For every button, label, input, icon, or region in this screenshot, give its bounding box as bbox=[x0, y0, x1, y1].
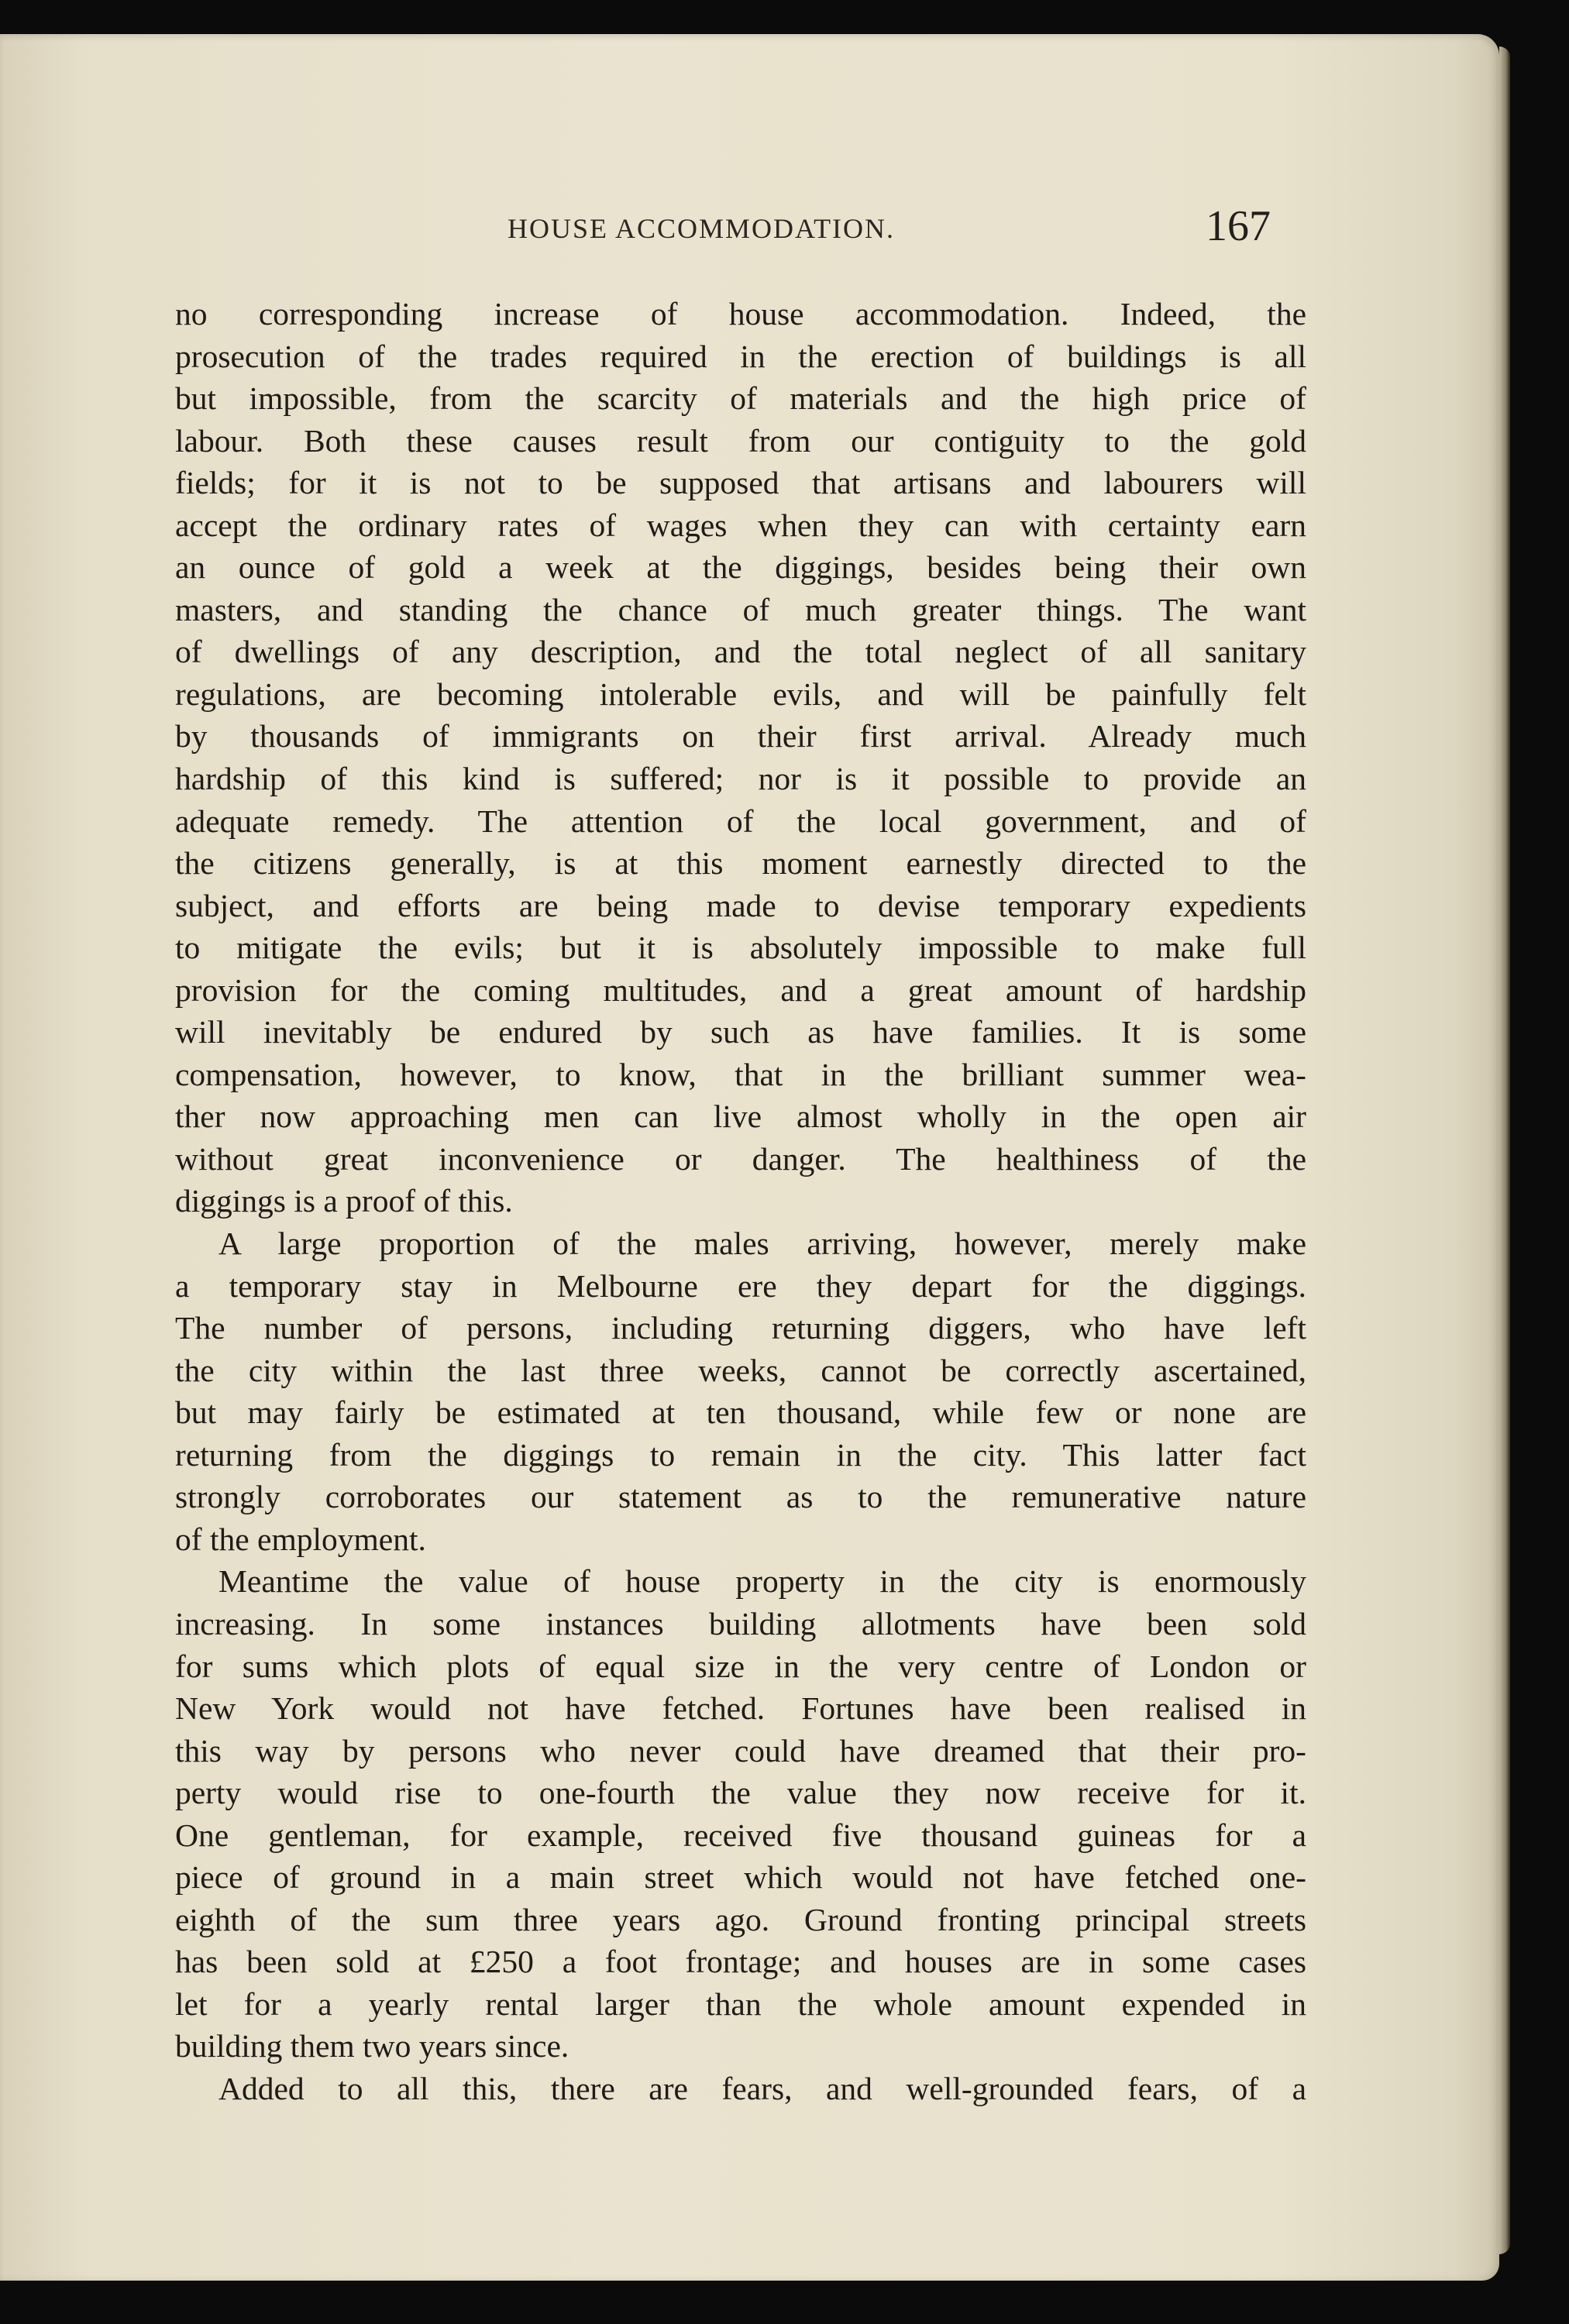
paragraph-end-line: building them two years since. bbox=[175, 2028, 569, 2064]
text-line: increasing. In some instances building allotments have been sold bbox=[175, 1605, 1306, 1642]
page-header bbox=[0, 170, 1499, 250]
text-line: prosecution of the trades required in the erection of buildings is all bbox=[175, 338, 1306, 374]
text-line: fields; for it is not to be supposed that artisans and labourers will bbox=[175, 465, 1306, 501]
text-line: adequate remedy. The attention of the local government, and of bbox=[175, 803, 1306, 839]
text-line: let for a yearly rental larger than the whole amount expended in bbox=[175, 1985, 1306, 2022]
page-edge bbox=[1499, 46, 1510, 2254]
text-line: has been sold at £250 a foot frontage; and houses are in some cases bbox=[175, 1944, 1306, 1980]
text-line: but may fairly be estimated at ten thousand, while few or none are bbox=[175, 1394, 1306, 1431]
text-line: eighth of the sum three years ago. Ground fronting principal streets bbox=[175, 1901, 1306, 1937]
text-line: masters, and standing the chance of much greater things. The want bbox=[175, 591, 1306, 627]
running-head: HOUSE ACCOMMODATION. bbox=[508, 213, 896, 244]
paragraph-end-line: diggings is a proof of this. bbox=[175, 1183, 513, 1219]
book-page bbox=[0, 34, 1499, 2281]
text-line: New York would not have fetched. Fortunes have been realised in bbox=[175, 1690, 1306, 1727]
text-line: for sums which plots of equal size in the very centre of London or bbox=[175, 1648, 1306, 1684]
text-line: the citizens generally, is at this moment earnestly directed to the bbox=[175, 845, 1306, 882]
text-line: accept the ordinary rates of wages when they can with certainty earn bbox=[175, 507, 1306, 543]
text-line: this way by persons who never could have dreamed that their pro- bbox=[175, 1732, 1306, 1769]
text-line: without great inconvenience or danger. The healthiness of the bbox=[175, 1140, 1306, 1177]
text-line: a temporary stay in Melbourne ere they depart for the diggings. bbox=[175, 1267, 1306, 1304]
text-line: labour. Both these causes result from our contiguity to the gold bbox=[175, 422, 1306, 459]
text-line: of dwellings of any description, and the total neglect of all sanitary bbox=[175, 634, 1306, 670]
paragraph-end-line: of the employment. bbox=[175, 1521, 426, 1557]
text-line: piece of ground in a main street which would not have fetched one- bbox=[175, 1859, 1306, 1896]
text-line: hardship of this kind is suffered; nor is it possible to provide an bbox=[175, 761, 1306, 797]
text-line: provision for the coming multitudes, and a great amount of hardship bbox=[175, 971, 1306, 1008]
text-line: the city within the last three weeks, cannot be correctly ascertained, bbox=[175, 1352, 1306, 1388]
text-line: One gentleman, for example, received five thousand guineas for a bbox=[175, 1817, 1306, 1853]
text-line: no corresponding increase of house accommodation. Indeed, the bbox=[175, 296, 1306, 332]
text-line: but impossible, from the scarcity of materials and the high price of bbox=[175, 380, 1306, 417]
text-line: an ounce of gold a week at the diggings, besides being their own bbox=[175, 549, 1306, 586]
text-line: strongly corroborates our statement as to the remunerative nature bbox=[175, 1479, 1306, 1515]
text-line: by thousands of immigrants on their first arrival. Already much bbox=[175, 718, 1306, 755]
text-line: to mitigate the evils; but it is absolutely impossible to make full bbox=[175, 930, 1306, 966]
paragraph-start-line: Added to all this, there are fears, and well-grounded fears, of a bbox=[218, 2070, 1306, 2106]
paragraph-start-line: A large proportion of the males arriving, however, merely make bbox=[218, 1226, 1306, 1262]
body-text bbox=[175, 293, 1306, 2110]
text-line: perty would rise to one-fourth the value they now receive for it. bbox=[175, 1775, 1306, 1811]
text-line: will inevitably be endured by such as have families. It is some bbox=[175, 1014, 1306, 1050]
text-line: returning from the diggings to remain in the city. This latter fact bbox=[175, 1436, 1306, 1473]
text-line: The number of persons, including returning diggers, who have left bbox=[175, 1310, 1306, 1346]
page-number: 167 bbox=[1206, 202, 1271, 250]
paragraph-start-line: Meantime the value of house property in the city is enormously bbox=[218, 1563, 1306, 1600]
text-line: compensation, however, to know, that in the brilliant summer wea- bbox=[175, 1056, 1306, 1092]
text-line: regulations, are becoming intolerable evils, and will be painfully felt bbox=[175, 676, 1306, 712]
text-line: ther now approaching men can live almost wholly in the open air bbox=[175, 1098, 1306, 1135]
text-line: subject, and efforts are being made to devise temporary expedients bbox=[175, 887, 1306, 923]
